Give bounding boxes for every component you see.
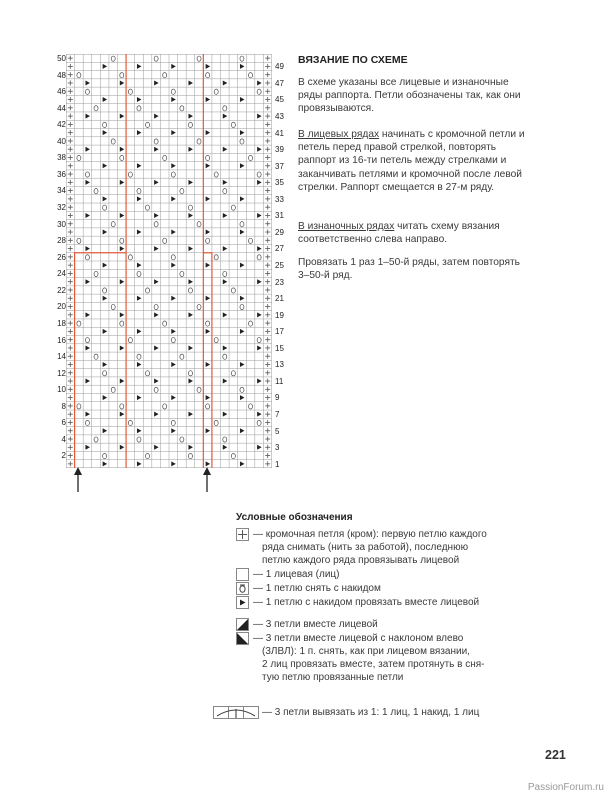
knit-rows-term: В лицевых рядах: [298, 129, 380, 140]
row-number: 45: [275, 95, 284, 105]
increase-symbol-icon: [213, 706, 259, 719]
legend-edge-stitch: — кромочная петля (кром): первую петлю каждого: [236, 528, 487, 544]
legend-sk2p-line2: (3ЛВЛ): 1 п. снять, как при лицевом вязании,: [262, 646, 470, 657]
row-number: 29: [275, 227, 284, 237]
purl-rows-term: В изнаночных рядах: [298, 221, 395, 232]
row-number: 10: [57, 385, 66, 395]
row-number: 36: [57, 169, 66, 179]
row-number: 20: [57, 302, 66, 312]
legend-k3tog: — 3 петли вместе лицевой: [236, 618, 378, 634]
row-number: 30: [57, 219, 66, 229]
page-number: 221: [545, 748, 566, 762]
legend-knit-with-yarn-over: — 1 петлю с накидом провязать вместе лицевой: [236, 596, 479, 612]
knitting-chart: [66, 54, 272, 468]
row-number: 32: [57, 203, 66, 213]
legend-sk2p-line3: 2 лиц провязать вместе, затем протянуть в сня-: [262, 659, 485, 670]
row-number: 50: [57, 54, 66, 63]
knit-symbol-icon: [236, 568, 249, 581]
row-number: 12: [57, 368, 66, 378]
row-number: 33: [275, 194, 284, 204]
row-number: 43: [275, 111, 284, 121]
row-number: 3: [275, 443, 280, 453]
knit-rows-text: начинать с кромочной петли и петель перед правой стрелкой, повторять раппорт из 16-ти петель между стрелками и заканчивать петлями и кромочной после левой стрелки. Раппорт смещается в 27-м ряду.: [298, 129, 525, 193]
sk2p-symbol-icon: [236, 632, 249, 645]
row-number: 9: [275, 393, 280, 403]
row-number: 1: [275, 459, 280, 469]
legend-title: Условные обозначения: [236, 512, 353, 523]
right-repeat-arrow-icon: [73, 466, 83, 492]
slip-yarn-over-symbol-icon: [236, 582, 249, 595]
row-number: 8: [61, 401, 66, 411]
knit-yarn-over-symbol-icon: [236, 596, 249, 609]
row-number: 46: [57, 87, 66, 97]
row-number: 40: [57, 136, 66, 146]
row-number: 49: [275, 62, 284, 72]
intro-paragraph: В схеме указаны все лицевые и изнаночные ряды раппорта. Петли обозначены так, как они провязываются.: [298, 77, 521, 115]
row-number: 16: [57, 335, 66, 345]
legend-sk2p: — 3 петли вместе лицевой с наклоном влево: [236, 632, 463, 648]
section-heading: ВЯЗАНИЕ ПО СХЕМЕ: [298, 54, 408, 66]
legend-edge-line3: петлю каждого ряда провязывать лицевой: [262, 555, 460, 566]
row-number: 48: [57, 70, 66, 80]
row-number: 22: [57, 285, 66, 295]
row-number: 13: [275, 360, 284, 370]
row-number: 47: [275, 78, 284, 88]
row-number: 39: [275, 145, 284, 155]
row-number: 5: [275, 426, 280, 436]
row-number: 26: [57, 252, 66, 262]
row-number: 25: [275, 261, 284, 270]
legend-knit: — 1 лицевая (лиц): [236, 568, 339, 584]
row-number: 11: [275, 376, 284, 386]
legend-edge-line2: ряда снимать (нить за работой), последнюю: [262, 542, 469, 553]
legend-increase: — 3 петли вывязать из 1: 1 лиц, 1 накид, 1 лиц: [213, 706, 479, 722]
row-number: 19: [275, 310, 284, 320]
row-number: 41: [275, 128, 284, 138]
legend-slip-yarn-over: — 1 петлю снять с накидом: [236, 582, 381, 598]
row-number: 7: [275, 410, 280, 420]
row-number: 38: [57, 153, 66, 163]
legend-sk2p-line4: тую петлю провязанные петли: [262, 672, 404, 683]
row-number: 35: [275, 178, 284, 188]
row-number: 18: [57, 318, 66, 328]
row-number: 17: [275, 327, 284, 337]
row-number: 37: [275, 161, 284, 171]
knit-rows-paragraph: [298, 128, 526, 194]
row-number: 14: [57, 352, 66, 362]
row-number: 42: [57, 120, 66, 130]
k3tog-symbol-icon: [236, 618, 249, 631]
row-number: 24: [57, 269, 66, 279]
row-number: 6: [61, 418, 66, 428]
row-number: 34: [57, 186, 66, 196]
edge-stitch-symbol-icon: [236, 528, 249, 541]
row-number: 15: [275, 343, 284, 353]
chart-grid: [66, 54, 272, 468]
row-number: 28: [57, 236, 66, 246]
row-number: 4: [61, 434, 66, 444]
repeat-paragraph: Провязать 1 раз 1–50-й ряды, затем повторять 3–50-й ряд.: [298, 257, 520, 282]
purl-rows-paragraph: [298, 220, 526, 246]
row-number: 31: [275, 211, 284, 221]
row-number: 27: [275, 244, 284, 254]
row-number: 23: [275, 277, 284, 287]
left-repeat-arrow-icon: [202, 466, 212, 492]
row-number: 21: [275, 294, 284, 304]
row-number: 2: [61, 451, 66, 461]
site-watermark: PassionForum.ru: [527, 782, 604, 793]
row-number: 44: [57, 103, 66, 113]
purl-rows-text: читать схему вязания соответственно слева направо.: [298, 221, 500, 246]
